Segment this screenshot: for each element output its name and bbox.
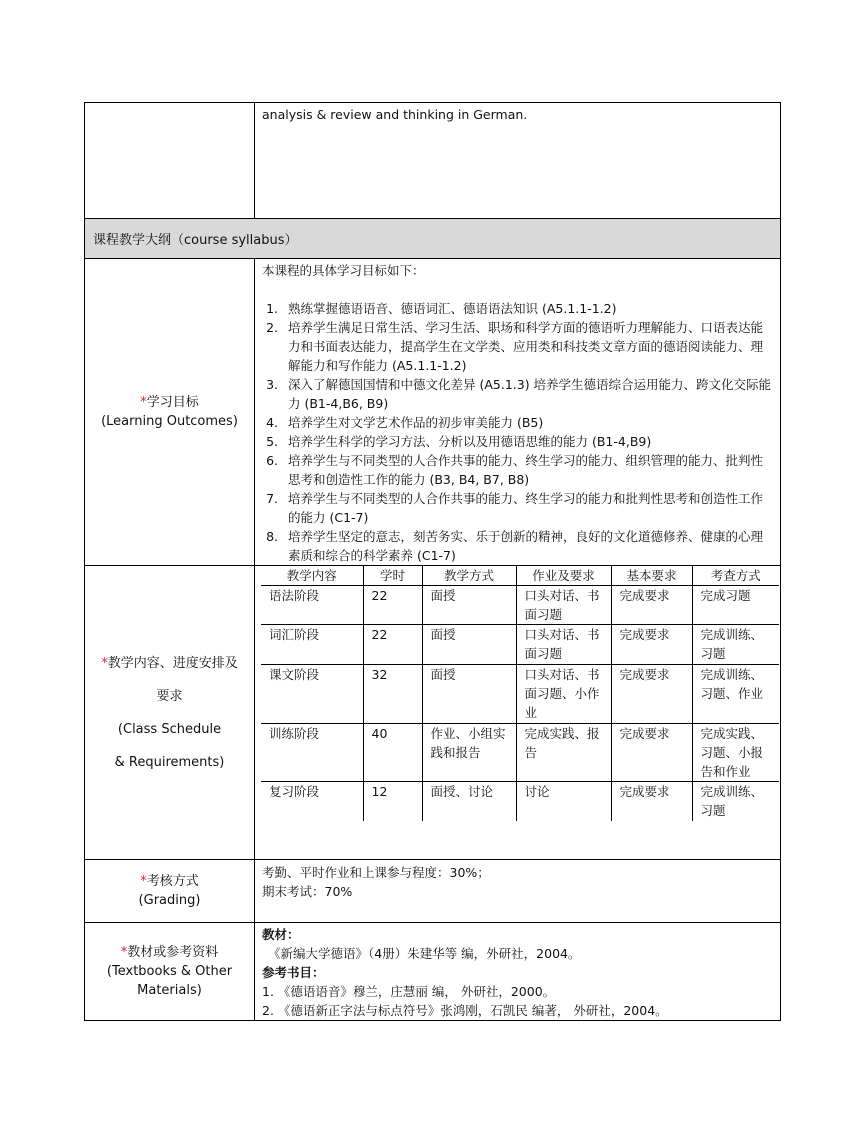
cell-assignment: 口头对话、书面习题、小作业 [516, 665, 611, 724]
syllabus-table [84, 102, 781, 1021]
outcome-item: 8. 培养学生坚定的意志，刻苦务实、乐于创新的精神，良好的文化道德修养、健康的心理素质和综合的科学素养 (C1-7) [282, 527, 774, 565]
outcome-item: 3. 深入了解德国国情和中德文化差异 (A5.1.3) 培养学生德语综合运用能力、跨文化交际能力 (B1-4,B6, B9) [282, 375, 774, 413]
outcome-item: 2. 培养学生满足日常生活、学习生活、职场和科学方面的德语听力理解能力、口语表达能力和书面表达能力，提高学生在文学类、应用类和科技类文章方面的德语阅读能力、理解能力和写作能力 (A5.1.1-1.2) [282, 318, 774, 375]
ref-item: 1. 《德语语音》穆兰，庄慧丽 编， 外研社，2000。 [262, 984, 556, 999]
col-header: 教学方式 [422, 566, 516, 586]
required-star: * [140, 395, 147, 410]
section-header-row [85, 219, 781, 259]
outcome-item: 4. 培养学生对文学艺术作品的初步审美能力 (B5) [282, 413, 774, 432]
col-header: 考查方式 [692, 566, 779, 586]
cell-content: 词汇阶段 [261, 625, 363, 665]
refs-heading: 参考书目： [262, 965, 325, 980]
cell-method: 面授 [422, 586, 516, 625]
col-header: 作业及要求 [516, 566, 611, 586]
cell-requirement: 完成要求 [611, 586, 692, 625]
cell-assignment: 完成实践、报告 [516, 724, 611, 782]
intro-text-cell [255, 103, 781, 219]
cell-assessment: 完成习题 [692, 586, 779, 625]
col-header: 学时 [363, 566, 422, 586]
section-header: 课程教学大纲（course syllabus） [85, 219, 781, 259]
outcomes-content [255, 259, 781, 566]
cell-content: 语法阶段 [261, 586, 363, 625]
cell-requirement: 完成要求 [611, 665, 692, 724]
materials-row [85, 923, 781, 1021]
outcomes-label-en: (Learning Outcomes) [101, 414, 238, 429]
cell-method: 面授、讨论 [422, 782, 516, 821]
materials-content [255, 923, 781, 1021]
schedule-content [255, 566, 781, 860]
intro-label-cell [85, 103, 255, 219]
cell-hours: 12 [363, 782, 422, 821]
cell-method: 面授 [422, 665, 516, 724]
schedule-label [85, 566, 255, 860]
grading-content [255, 860, 781, 923]
col-header: 教学内容 [261, 566, 363, 586]
cell-method: 面授 [422, 625, 516, 665]
cell-assessment: 完成训练、习题、作业 [692, 665, 779, 724]
required-star: * [120, 945, 128, 960]
materials-label [85, 923, 255, 1021]
outcomes-intro: 本课程的具体学习目标如下： [262, 263, 425, 278]
schedule-data-row [261, 586, 779, 625]
schedule-data-row [261, 782, 779, 821]
schedule-table [261, 566, 779, 821]
materials-label-en-1: (Textbooks & Other [106, 964, 233, 979]
cell-method: 作业、小组实践和报告 [422, 724, 516, 782]
required-star: * [101, 655, 108, 671]
col-header: 基本要求 [611, 566, 692, 586]
grading-line-2: 期末考试：70% [262, 884, 353, 899]
cell-content: 复习阶段 [261, 782, 363, 821]
schedule-label-en-1: (Class Schedule [117, 721, 222, 737]
intro-row [85, 103, 781, 219]
cell-assessment: 完成训练、习题 [692, 625, 779, 665]
cell-requirement: 完成要求 [611, 782, 692, 821]
grading-row [85, 860, 781, 923]
cell-assessment: 完成训练、习题 [692, 782, 779, 821]
textbook-entry: 《新编大学德语》（4册）朱建华等 编，外研社，2004。 [268, 946, 581, 961]
cell-hours: 32 [363, 665, 422, 724]
cell-assignment: 讨论 [516, 782, 611, 821]
intro-text: analysis & review and thinking in German. [262, 107, 528, 122]
cell-hours: 22 [363, 586, 422, 625]
cell-assignment: 口头对话、书面习题 [516, 586, 611, 625]
grading-label-cn: 考核方式 [146, 874, 199, 889]
outcomes-label [85, 259, 255, 566]
schedule-label-cn-1: 教学内容、进度安排及 [107, 655, 238, 671]
schedule-header-row [261, 566, 779, 586]
schedule-data-row [261, 665, 779, 724]
grading-line-1: 考勤、平时作业和上课参与程度：30%； [262, 865, 490, 880]
cell-content: 课文阶段 [261, 665, 363, 724]
outcomes-label-cn: 学习目标 [146, 395, 199, 410]
cell-requirement: 完成要求 [611, 724, 692, 782]
ref-item: 2. 《德语新正字法与标点符号》张鸿刚，石凯民 编著， 外研社，2004。 [262, 1003, 668, 1018]
schedule-label-cn-2: 要求 [156, 688, 183, 704]
outcome-item: 1. 熟练掌握德语语音、德语词汇、德语语法知识 (A5.1.1-1.2) [282, 299, 774, 318]
outcomes-list [262, 299, 774, 565]
outcomes-row [85, 259, 781, 566]
cell-assessment: 完成实践、习题、小报告和作业 [692, 724, 779, 782]
cell-content: 训练阶段 [261, 724, 363, 782]
cell-hours: 40 [363, 724, 422, 782]
outcome-item: 6. 培养学生与不同类型的人合作共事的能力、终生学习的能力、组织管理的能力、批判性思考和创造性工作的能力 (B3, B4, B7, B8) [282, 451, 774, 489]
cell-requirement: 完成要求 [611, 625, 692, 665]
cell-assignment: 口头对话、书面习题 [516, 625, 611, 665]
schedule-row [85, 566, 781, 860]
materials-label-en-2: Materials) [137, 983, 202, 998]
materials-label-cn: 教材或参考资料 [127, 945, 219, 960]
refs-list [262, 982, 774, 1020]
schedule-data-row [261, 625, 779, 665]
grading-label [85, 860, 255, 923]
required-star: * [140, 874, 147, 889]
outcome-item: 7. 培养学生与不同类型的人合作共事的能力、终生学习的能力和批判性思考和创造性工作的能力 (C1-7) [282, 489, 774, 527]
outcome-item: 5. 培养学生科学的学习方法、分析以及用德语思维的能力 (B1-4,B9) [282, 432, 774, 451]
schedule-data-row [261, 724, 779, 782]
grading-label-en: (Grading) [138, 893, 201, 908]
cell-hours: 22 [363, 625, 422, 665]
textbook-heading: 教材： [262, 927, 300, 942]
schedule-label-en-2: & Requirements) [114, 754, 225, 770]
